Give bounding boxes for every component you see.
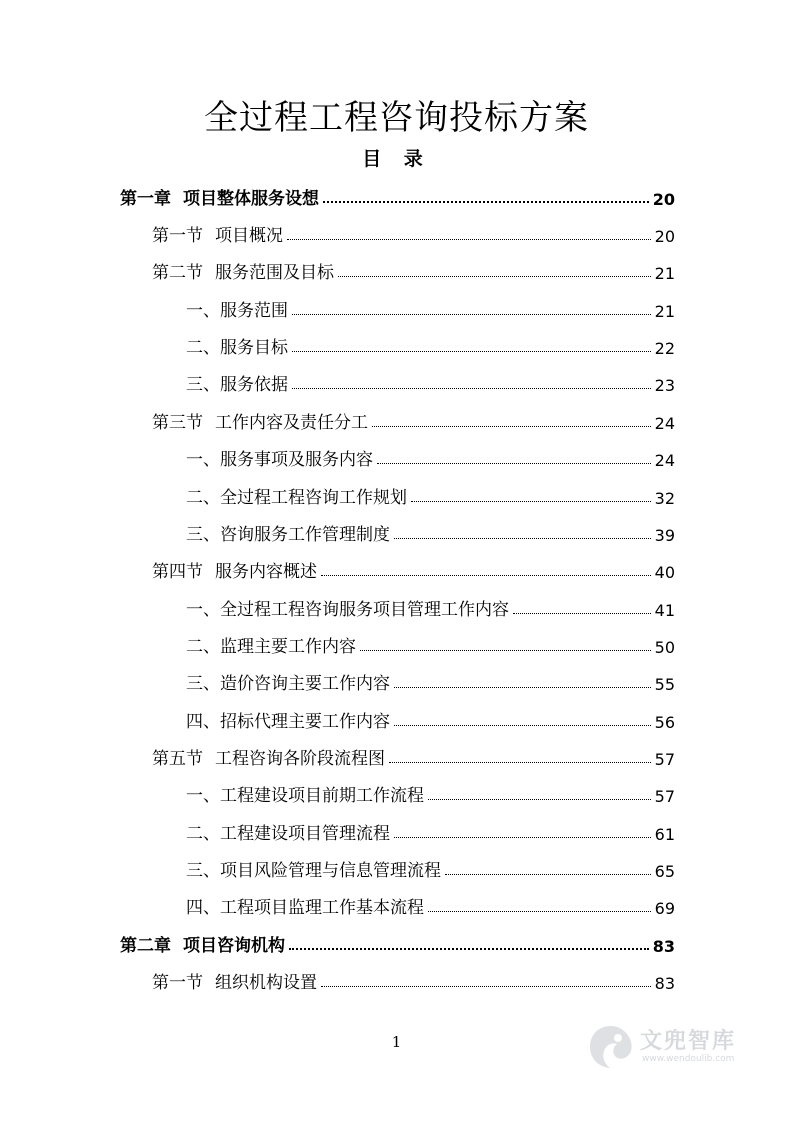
toc-entry-subsection[interactable] xyxy=(186,291,675,321)
toc-entry-section[interactable] xyxy=(152,253,675,283)
toc-entry-subsection[interactable] xyxy=(186,702,675,732)
toc-entry-chapter-1[interactable] xyxy=(120,179,675,209)
toc-page-number: 57 xyxy=(654,750,675,769)
toc-entry-label: 第一章 项目整体服务设想 xyxy=(120,189,319,209)
dot-leader xyxy=(428,799,651,800)
toc-entry-label: 三、咨询服务工作管理制度 xyxy=(186,525,390,545)
toc-page-number: 39 xyxy=(654,526,675,545)
toc-entry-label: 一、工程建设项目前期工作流程 xyxy=(186,786,424,806)
dot-leader xyxy=(321,986,651,987)
watermark xyxy=(586,1018,756,1078)
toc-entry-label: 一、服务事项及服务内容 xyxy=(186,450,373,470)
toc-page-number: 20 xyxy=(652,190,675,209)
toc-entry-section[interactable] xyxy=(152,216,675,246)
dot-leader xyxy=(292,388,651,389)
toc-page-number: 21 xyxy=(654,264,675,283)
toc-entry-subsection[interactable] xyxy=(186,664,675,694)
toc-entry-subsection[interactable] xyxy=(186,328,675,358)
watermark-url: www.wendoulib.com xyxy=(642,1054,735,1064)
dot-leader xyxy=(428,911,651,912)
dot-leader xyxy=(513,613,651,614)
toc-page-number: 20 xyxy=(654,227,675,246)
toc-page-number: 61 xyxy=(654,825,675,844)
toc-entry-label: 一、全过程工程咨询服务项目管理工作内容 xyxy=(186,600,509,620)
dot-leader xyxy=(394,725,651,726)
toc-entry-subsection[interactable] xyxy=(186,515,675,545)
toc-page-number: 83 xyxy=(654,974,675,993)
toc-entry-label: 一、服务范围 xyxy=(186,301,288,321)
toc-heading: 目 录 xyxy=(362,148,431,170)
document-title: 全过程工程咨询投标方案 xyxy=(204,98,589,138)
toc-entry-label: 第一节 项目概况 xyxy=(152,226,283,246)
toc-page-number: 50 xyxy=(654,638,675,657)
toc-page-number: 24 xyxy=(654,451,675,470)
dot-leader xyxy=(394,687,651,688)
toc-page-number: 69 xyxy=(654,899,675,918)
dot-leader xyxy=(338,276,651,277)
toc-entry-label: 三、服务依据 xyxy=(186,375,288,395)
dot-leader xyxy=(394,837,651,838)
wendou-logo-icon xyxy=(586,1022,636,1072)
page-number: 1 xyxy=(391,1033,402,1051)
dot-leader xyxy=(372,426,651,427)
dot-leader xyxy=(360,650,651,651)
toc-entry-label: 三、项目风险管理与信息管理流程 xyxy=(186,861,441,881)
toc-entry-label: 第一节 组织机构设置 xyxy=(152,973,317,993)
toc-entry-section[interactable] xyxy=(152,552,675,582)
toc-entry-subsection[interactable] xyxy=(186,440,675,470)
dot-leader xyxy=(292,351,651,352)
toc-entry-label: 四、工程项目监理工作基本流程 xyxy=(186,898,424,918)
watermark-brand: 文兜智库 xyxy=(640,1029,737,1054)
toc-entry-label: 第五节 工程咨询各阶段流程图 xyxy=(152,749,385,769)
toc-page-number: 24 xyxy=(654,414,675,433)
dot-leader xyxy=(323,201,649,203)
toc-entry-section[interactable] xyxy=(152,963,675,993)
toc-page-number: 57 xyxy=(654,787,675,806)
dot-leader xyxy=(321,575,651,576)
toc-page-number: 56 xyxy=(654,713,675,732)
toc-entry-section[interactable] xyxy=(152,403,675,433)
dot-leader xyxy=(287,239,651,240)
toc-entry-subsection[interactable] xyxy=(186,478,675,508)
toc-entry-label: 二、监理主要工作内容 xyxy=(186,637,356,657)
toc-entry-label: 第四节 服务内容概述 xyxy=(152,562,317,582)
dot-leader xyxy=(411,501,651,502)
toc-entry-label: 第二章 项目咨询机构 xyxy=(120,936,285,956)
dot-leader xyxy=(445,874,651,875)
dot-leader xyxy=(389,762,651,763)
dot-leader xyxy=(292,314,651,315)
dot-leader xyxy=(289,948,649,950)
toc-entry-subsection[interactable] xyxy=(186,627,675,657)
toc-entry-label: 第二节 服务范围及目标 xyxy=(152,263,334,283)
toc-entry-chapter-2[interactable] xyxy=(120,926,675,956)
toc-entry-subsection[interactable] xyxy=(186,365,675,395)
toc-entry-subsection[interactable] xyxy=(186,888,675,918)
toc-entry-subsection[interactable] xyxy=(186,814,675,844)
toc-page-number: 23 xyxy=(654,376,675,395)
toc-entry-label: 三、造价咨询主要工作内容 xyxy=(186,674,390,694)
toc-page-number: 83 xyxy=(652,937,675,956)
toc-entry-label: 四、招标代理主要工作内容 xyxy=(186,712,390,732)
toc-page-number: 65 xyxy=(654,862,675,881)
toc-entry-label: 二、服务目标 xyxy=(186,338,288,358)
toc-page-number: 32 xyxy=(654,489,675,508)
toc-entry-subsection[interactable] xyxy=(186,590,675,620)
toc-page-number: 40 xyxy=(654,563,675,582)
toc-page-number: 21 xyxy=(654,302,675,321)
dot-leader xyxy=(394,538,651,539)
toc-page-number: 41 xyxy=(654,601,675,620)
toc-entry-subsection[interactable] xyxy=(186,851,675,881)
toc-entry-section[interactable] xyxy=(152,739,675,769)
toc-page-number: 22 xyxy=(654,339,675,358)
toc-entry-label: 二、工程建设项目管理流程 xyxy=(186,824,390,844)
toc-entry-label: 第三节 工作内容及责任分工 xyxy=(152,413,368,433)
toc-entry-subsection[interactable] xyxy=(186,776,675,806)
toc-entry-label: 二、全过程工程咨询工作规划 xyxy=(186,488,407,508)
dot-leader xyxy=(377,463,651,464)
toc-page-number: 55 xyxy=(654,675,675,694)
